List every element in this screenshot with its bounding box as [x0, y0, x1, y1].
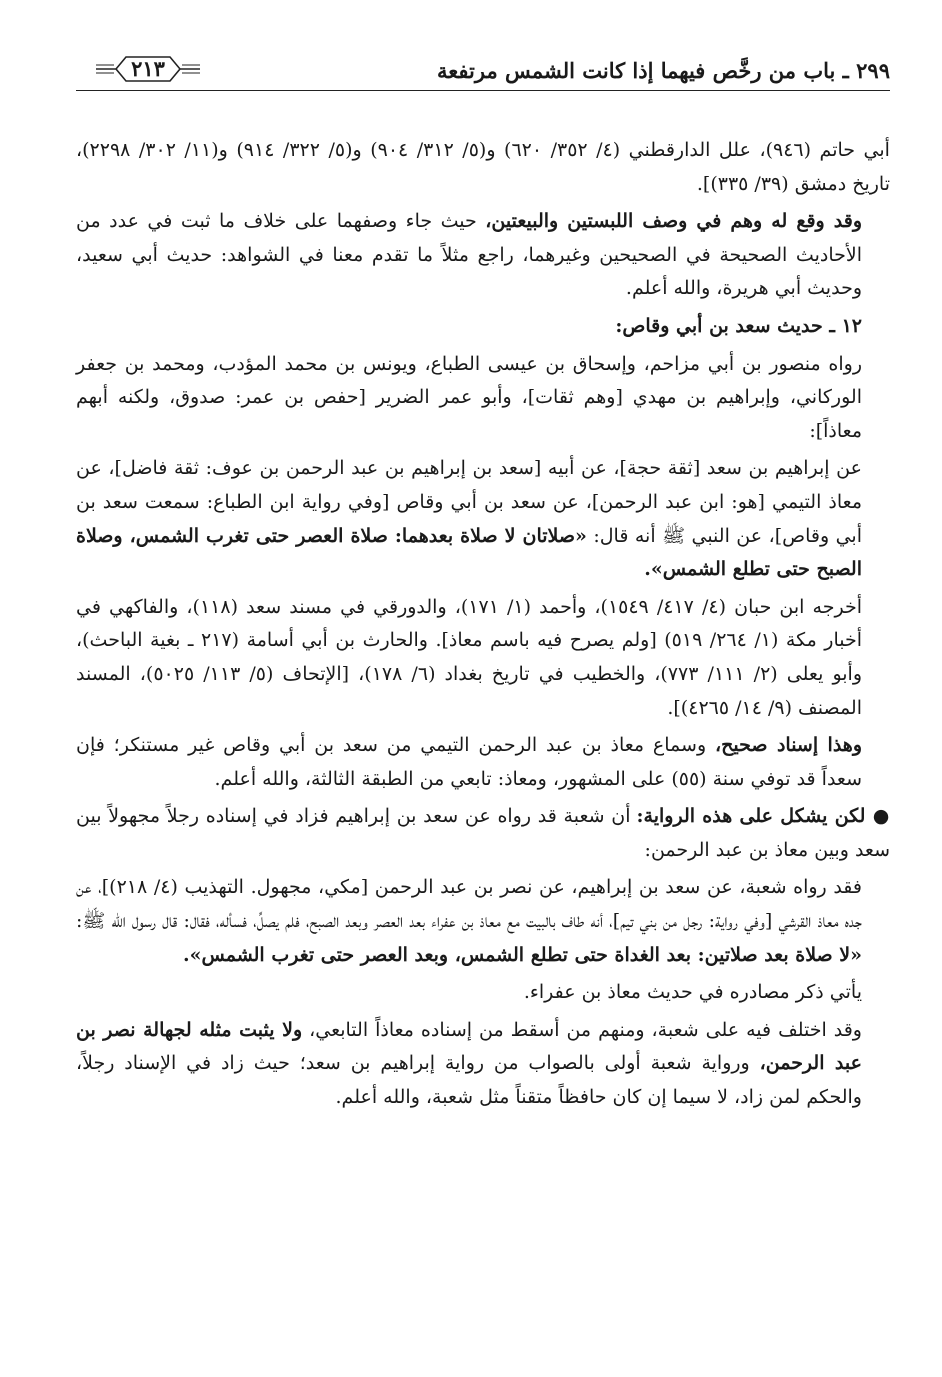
- page-number: ٢١٣: [131, 56, 165, 81]
- section-heading-text: ١٢ ـ حديث سعد بن أبي وقاص:: [615, 314, 862, 337]
- page-header: [76, 52, 890, 92]
- paragraph-text: رواه منصور بن أبي مزاحم، وإسحاق بن عيسى الطباع، ويونس بن محمد المؤدب، ومحمد بن جعفر الوركاني، وإبراهيم بن مهدي [وهم ثقات]، وأبو عمر الضرير [حفص بن عمر: صدوق، ولكنه أبهم معاذاً]:: [76, 352, 862, 442]
- paragraph-sources-continued: [76, 134, 890, 201]
- paragraph-conclusion: [76, 1014, 890, 1115]
- paragraph-problem: [76, 800, 890, 867]
- paragraph-bold: وقد وقع له وهم في وصف اللبستين والبيعتين،: [485, 210, 863, 233]
- section-heading: [76, 310, 890, 344]
- paragraph-bold: ولا يثبت مثله لجهالة نصر بن عبد الرحمن،: [76, 1018, 862, 1075]
- paragraph-comment-error: [76, 205, 890, 306]
- paragraph-text: وقد اختلف فيه على شعبة، ومنهم من أسقط من إسناده معاذاً التابعي،: [302, 1018, 862, 1041]
- paragraph-shuba-narration: [76, 871, 890, 972]
- page-number-ornament: [94, 52, 202, 86]
- hadith-matn: «لا صلاة بعد صلاتين: بعد الغداة حتى تطلع الشمس، وبعد العصر حتى تغرب الشمس».: [183, 943, 862, 966]
- paragraph-text: ورواية شعبة أولى بالصواب من رواية إبراهيم بن سعد؛ حيث زاد في الإسناد رجلاً، والحكم لمن زاد، لا سيما إن كان حافظاً متقناً مثل شعبة، والله أعلم.: [76, 1052, 862, 1109]
- paragraph-text: أخرجه ابن حبان (٤/ ٤١٧/ ١٥٤٩)، وأحمد (١/ ١٧١)، والدورقي في مسند سعد (١١٨)، والفاكهي في أخبار مكة (١/ ٢٦٤/ ٥١٩) [ولم يصرح فيه باسم معاذ]. والحارث بن أبي أسامة (٢١٧ ـ بغية الباحث)، وأبو يعلى (٢/ ١١١/ ٧٧٣)، والخطيب في تاريخ بغداد (٦/ ١٧٨)، [الإتحاف (٥/ ١١٣/ ٥٠٢٥)، المسند المصنف (٩/ ١٤/ ٤٢٦٥)].: [76, 595, 863, 719]
- paragraph-text: أن شعبة قد رواه عن سعد بن إبراهيم فزاد في إسناده رجلاً مجهولاً بين سعد وبين معاذ بن عبد الرحمن:: [76, 805, 890, 861]
- paragraph-narrators: [76, 348, 890, 449]
- paragraph-text: حيث جاء وصفهما على خلاف ما ثبت في عدد من الأحاديث الصحيحة في الصحيحين وغيرهما، راجع مثلاً ما تقدم معنا في الشواهد: حديث أبي سعيد، وحديث أبي هريرة، والله أعلم.: [76, 210, 862, 300]
- paragraph-verdict: [76, 729, 890, 796]
- book-page: [76, 52, 890, 1352]
- running-title: ٢٩٩ ـ باب من رخَّص فيهما إذا كانت الشمس مرتفعة: [437, 58, 890, 83]
- paragraph-takhrij: [76, 591, 890, 725]
- paragraph-text: يأتي ذكر مصادره في حديث معاذ بن عفراء.: [523, 981, 862, 1004]
- paragraph-bold: وهذا إسناد صحيح،: [715, 734, 862, 757]
- hadith-matn: «صلاتان لا صلاة بعدهما: صلاة العصر حتى تغرب الشمس، وصلاة الصبح حتى تطلع الشمس».: [76, 524, 862, 581]
- paragraph-text: فقد رواه شعبة، عن سعد بن إبراهيم، عن نصر بن عبد الرحمن [مكي، مجهول. التهذيب (٤/ ٢١٨)]، عن جده معاذ القرشي [وفي رواية: رجل من بني تيم]، أنه طاف بالبيت مع معاذ بن عفراء بعد العصر وبعد الصبح، فلم يصلِّ، فسأله، فقال: قال رسول الله ﷺ:: [76, 876, 862, 933]
- paragraph-bold: ● لكن يشكل على هذه الرواية:: [636, 805, 890, 828]
- paragraph-text: عن إبراهيم بن سعد [ثقة حجة]، عن أبيه [سعد بن إبراهيم بن عبد الرحمن بن عوف: ثقة فاضل]، عن معاذ التيمي [هو: ابن عبد الرحمن]، عن سعد بن أبي وقاص [وفي رواية ابن الطباع: سمعت سعد بن أبي وقاص]، عن النبي ﷺ أنه قال:: [76, 457, 862, 547]
- paragraph-text: وسماع معاذ بن عبد الرحمن التيمي من سعد بن أبي وقاص غير مستنكر؛ فإن سعداً قد توفي سنة (٥٥) على المشهور، ومعاذ: تابعي من الطبقة الثالثة، والله أعلم.: [76, 734, 862, 790]
- paragraph-cross-reference: [76, 976, 890, 1010]
- paragraph-isnad: [76, 452, 890, 586]
- page-body: [76, 134, 890, 1115]
- header-rule: [76, 90, 890, 91]
- paragraph-text: أبي حاتم (٩٤٦)، علل الدارقطني (٤/ ٣٥٢/ ٦٢٠) و(٥/ ٣١٢/ ٩٠٤) و(٥/ ٣٢٢/ ٩١٤) و(١١/ ٣٠٢/ ٢٢٩٨)، تاريخ دمشق (٣٩/ ٣٣٥)].: [76, 139, 890, 195]
